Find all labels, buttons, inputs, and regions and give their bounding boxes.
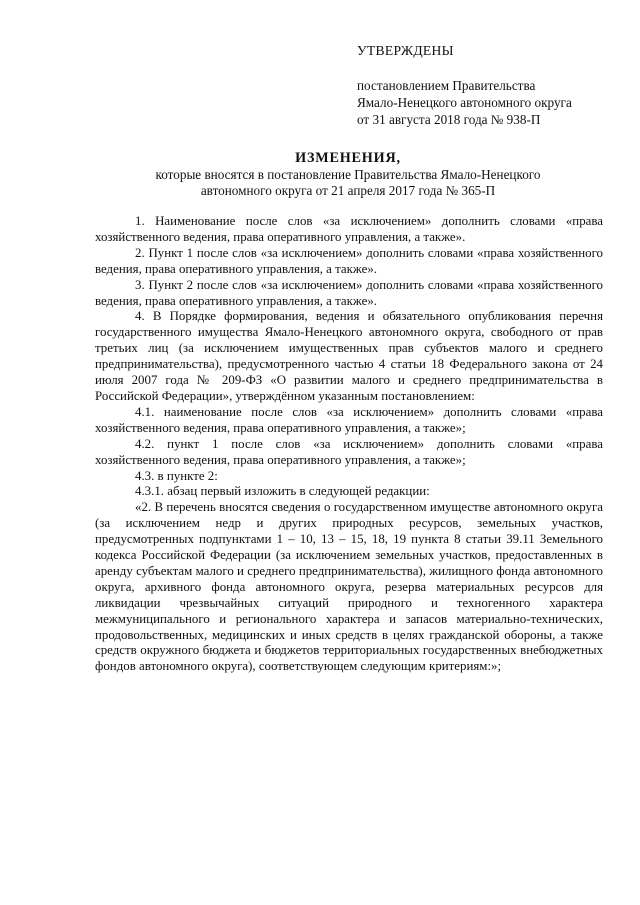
- paragraph-2: 2. Пункт 1 после слов «за исключением» дополнить словами «права хозяйственного ведения, права оперативного управления, а также».: [95, 245, 603, 276]
- paragraph-4-1: 4.1. наименование после слов «за исключением» дополнить словами «права хозяйственного ведения, права оперативного управления, а также»;: [95, 404, 603, 435]
- approval-line-1: постановлением Правительства: [357, 78, 536, 93]
- paragraph-quote-2: «2. В перечень вносятся сведения о государственном имуществе автономного округа (за исключением недр и других природных ресурсов, земельных участков, предусмотренных подпунктами 1 – 10, 13 – 15, 18, 19 пункта 8 статьи 39.11 Земельного кодекса Российской Федерации (за исключением земельных участков, предоставленных в аренду субъектам малого и среднего предпринимательства), жилищного фонда автономного округа, архивного фонда автономного округа, резерва материальных ресурсов для ликвидации чрезвычайных ситуаций природного и техногенного характера межмуниципального и регионального характера и запасов материально-технических, продовольственных, медицинских и иных средств в целях гражданской обороны, а также средств окружного бюджета и бюджетов территориальных государственных внебюджетных фондов автономного округа), соответствующем следующим критериям:»;: [95, 500, 603, 674]
- approval-title: УТВЕРЖДЕНЫ: [357, 43, 454, 58]
- paragraph-4-3: 4.3. в пункте 2:: [135, 468, 218, 483]
- approval-line-2: Ямало-Ненецкого автономного округа: [357, 95, 572, 110]
- paragraph-1: 1. Наименование после слов «за исключением» дополнить словами «права хозяйственного ведения, права оперативного управления, а также».: [95, 214, 603, 244]
- approval-line-3: от 31 августа 2018 года № 938-П: [357, 112, 541, 127]
- paragraph-4-2: 4.2. пункт 1 после слов «за исключением» дополнить словами «права хозяйственного ведения, права оперативного управления, а также»;: [95, 436, 603, 467]
- heading-line-1: которые вносятся в постановление Правительства Ямало-Ненецкого: [155, 167, 541, 182]
- approval-block: [357, 42, 617, 128]
- heading-line-2: автономного округа от 21 апреля 2017 года № 365-П: [200, 183, 496, 198]
- paragraph-4: 4. В Порядке формирования, ведения и обязательного опубликования перечня государственного имущества Ямало-Ненецкого автономного округа, свободного от прав третьих лиц (за исключением имущественных прав субъектов малого и среднего предпринимательства), предусмотренного частью 4 статьи 18 Федерального закона от 24 июля 2007 года № 209-ФЗ «О развитии малого и среднего предпринимательства в Российской Федерации», утверждённом указанным постановлением:: [95, 309, 603, 403]
- heading-title: ИЗМЕНЕНИЯ,: [295, 150, 401, 166]
- paragraph-4-3-1: 4.3.1. абзац первый изложить в следующей редакции:: [135, 484, 430, 499]
- paragraph-3: 3. Пункт 2 после слов «за исключением» дополнить словами «права хозяйственного ведения, права оперативного управления, а также».: [95, 277, 603, 308]
- document-heading: [96, 150, 600, 199]
- document-body: [95, 214, 603, 675]
